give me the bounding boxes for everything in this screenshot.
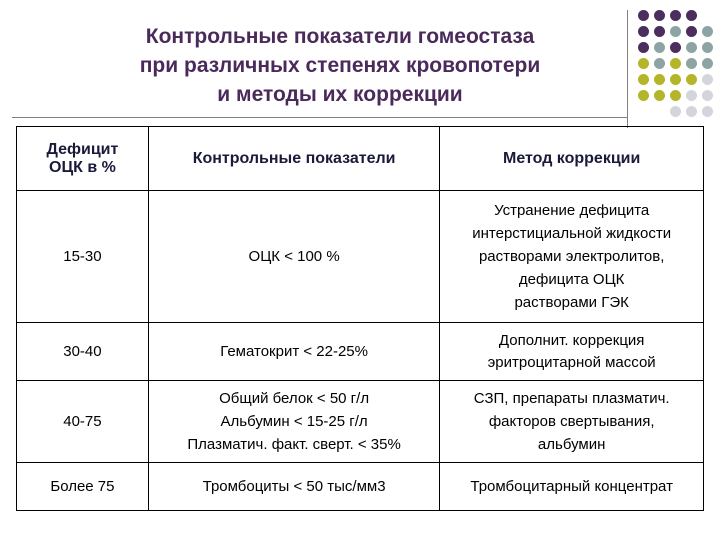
dot	[702, 42, 713, 53]
cell-deficit: 30-40	[17, 323, 149, 381]
dot	[670, 106, 681, 117]
cell-method	[440, 191, 704, 323]
method-line: интерстициальной жидкости	[472, 225, 672, 242]
header-method: Метод коррекции	[440, 127, 704, 191]
indicator-line: ОЦК < 100 %	[248, 247, 340, 265]
cell-method	[440, 463, 704, 511]
cell-deficit: 40-75	[17, 381, 149, 463]
dot	[686, 10, 697, 21]
indicator-line: Плазматич. факт. сверт. < 35%	[187, 436, 401, 453]
slide-title	[60, 22, 620, 109]
dot	[638, 26, 649, 37]
dot	[670, 58, 681, 69]
method-line: факторов свертывания,	[488, 413, 655, 430]
method-line: растворами ГЭК	[514, 294, 629, 311]
title-line-2: при различных степенях кровопотери	[139, 54, 541, 77]
title-line-3: и методы их коррекции	[217, 83, 463, 106]
dot	[638, 42, 649, 53]
header-deficit-line: ОЦК в %	[49, 158, 116, 176]
method-line: растворами электролитов,	[478, 248, 665, 265]
dot	[670, 90, 681, 101]
dot	[686, 58, 697, 69]
dot	[686, 90, 697, 101]
indicator-line: Гематокрит < 22-25%	[220, 342, 368, 360]
title-line-1: Контрольные показатели гомеостаза	[145, 25, 535, 48]
method-line: Устранение дефицита	[494, 202, 650, 219]
method-line: Дополнит. коррекция	[498, 331, 645, 349]
method-line: дефицита ОЦК	[518, 271, 625, 288]
table-row	[17, 463, 704, 511]
method-line: СЗП, препараты плазматич.	[473, 390, 670, 407]
table-row	[17, 381, 704, 463]
header-indicators: Контрольные показатели	[148, 127, 439, 191]
dot	[702, 58, 713, 69]
dot	[654, 90, 665, 101]
cell-indicators	[148, 191, 439, 323]
dot	[670, 42, 681, 53]
dot	[702, 106, 713, 117]
cell-indicators	[148, 323, 439, 381]
cell-deficit: Более 75	[17, 463, 149, 511]
decorative-dot-grid	[626, 8, 716, 118]
horizontal-divider	[12, 117, 627, 118]
dot	[670, 26, 681, 37]
table-row	[17, 191, 704, 323]
cell-indicators	[148, 381, 439, 463]
method-line: Тромбоцитарный концентрат	[470, 477, 673, 495]
dot	[638, 58, 649, 69]
dot	[686, 74, 697, 85]
dot	[702, 26, 713, 37]
dot	[686, 26, 697, 37]
method-line: альбумин	[537, 436, 606, 453]
cell-deficit: 15-30	[17, 191, 149, 323]
header-deficit-line: Дефицит	[46, 140, 119, 158]
dot	[702, 74, 713, 85]
indicator-line: Тромбоциты < 50 тыс/мм3	[202, 477, 386, 495]
cell-method	[440, 323, 704, 381]
indicator-line: Общий белок < 50 г/л	[219, 390, 370, 407]
dot	[638, 10, 649, 21]
dot	[670, 10, 681, 21]
table-row	[17, 323, 704, 381]
dot	[654, 58, 665, 69]
dot	[654, 42, 665, 53]
dot	[654, 26, 665, 37]
table-header-row	[17, 127, 704, 191]
dot	[686, 42, 697, 53]
dot	[702, 90, 713, 101]
cell-indicators	[148, 463, 439, 511]
indicator-line: Альбумин < 15-25 г/л	[220, 413, 368, 430]
dot	[670, 74, 681, 85]
method-line: эритроцитарной массой	[487, 353, 656, 371]
cell-method	[440, 381, 704, 463]
dot	[686, 106, 697, 117]
dot	[654, 10, 665, 21]
correction-table	[16, 126, 704, 511]
header-deficit	[17, 127, 149, 191]
dot	[638, 74, 649, 85]
dot	[654, 74, 665, 85]
dot	[638, 90, 649, 101]
